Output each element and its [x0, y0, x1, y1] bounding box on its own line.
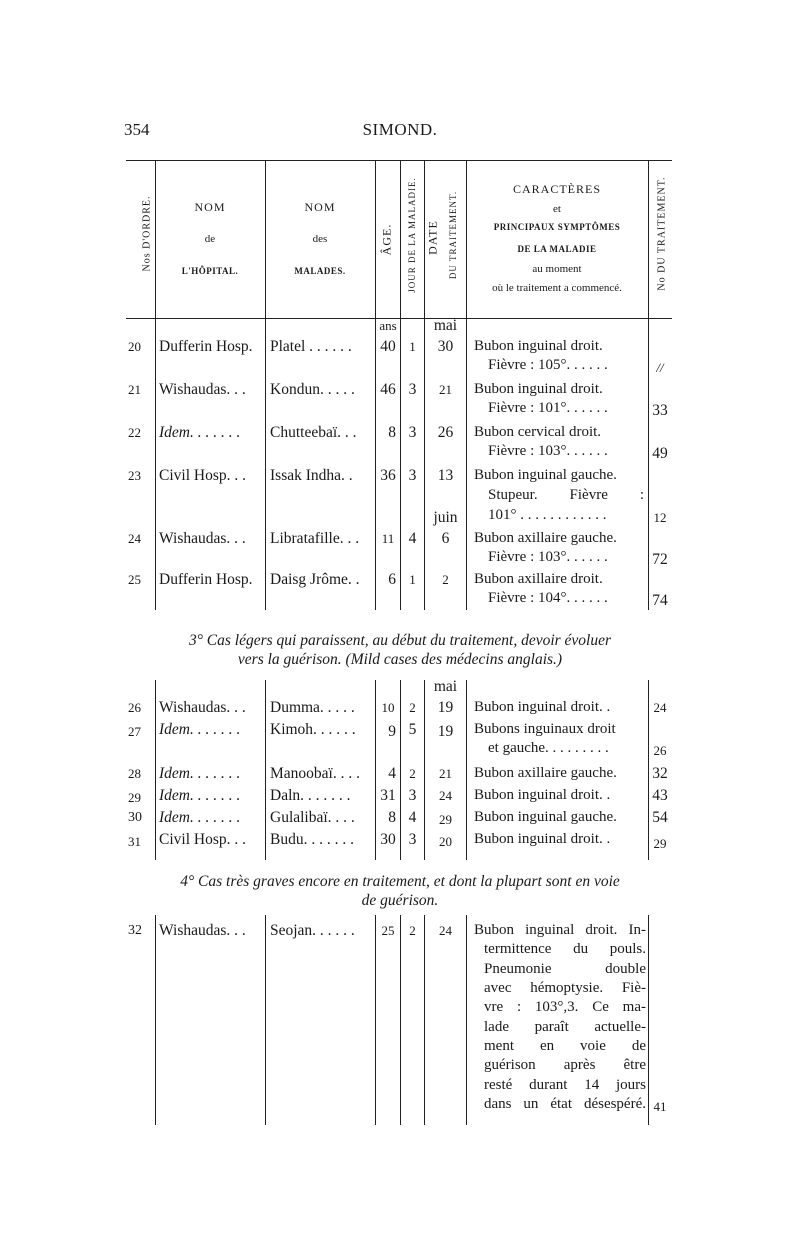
- row-malade: Libratafille. . .: [270, 530, 360, 547]
- row-hopital: Wishaudas. . .: [159, 530, 246, 547]
- header-age: ÂGE.: [379, 223, 394, 256]
- col-rule: [466, 915, 467, 1125]
- row-jour: 5: [408, 721, 417, 738]
- row-malade: Kimoh. . . . . .: [270, 721, 356, 738]
- row-jour: 4: [408, 530, 417, 547]
- section-caption-3-line1: 3° Cas légers qui paraissent, au début du traitement, devoir évoluer: [188, 632, 612, 649]
- col-rule: [155, 680, 156, 860]
- row-jour: 1: [409, 339, 416, 354]
- row-malade: Kondun. . . . .: [270, 381, 355, 398]
- row-desc-2: Fièvre : 103°. . . . . .: [488, 549, 608, 565]
- row-hopital: Idem. . . . . . .: [159, 721, 241, 738]
- row-no: 29: [128, 790, 141, 805]
- row-trait: 54: [652, 809, 668, 826]
- row-desc-1: Bubon cervical droit.: [474, 424, 602, 440]
- row-desc-1: Bubon inguinal droit. .: [474, 831, 611, 847]
- row-desc-3: Pneumonie double: [484, 961, 646, 977]
- row-hopital: Wishaudas. . .: [159, 922, 246, 939]
- header-malades-3: MALADES.: [294, 266, 346, 276]
- header-caracteres-2: et: [553, 203, 561, 215]
- row-hopital: Dufferin Hosp.: [159, 338, 253, 355]
- row-date: 29: [439, 812, 452, 827]
- row-desc-2: Stupeur. Fièvre :: [488, 487, 644, 503]
- row-jour: 2: [409, 766, 416, 781]
- row-hopital: Wishaudas. . .: [159, 699, 246, 716]
- row-date: 30: [437, 338, 454, 355]
- row-desc-2: Fièvre : 104°. . . . . .: [488, 590, 608, 606]
- row-jour: 3: [408, 381, 417, 398]
- row-no: 21: [128, 382, 141, 397]
- row-hopital: Idem. . . . . . .: [159, 424, 241, 441]
- row-malade: Platel . . . . . .: [270, 338, 352, 355]
- row-malade: Dumma. . . . .: [270, 699, 355, 716]
- row-desc-3: 101° . . . . . . . . . . . .: [488, 507, 607, 523]
- row-age: 36: [380, 467, 396, 484]
- row-date: 19: [437, 699, 454, 716]
- row-trait: 32: [652, 765, 668, 782]
- row-desc-5: vre : 103°,3. Ce ma-: [484, 999, 646, 1015]
- header-caracteres-3: PRINCIPAUX SYMPTÔMES: [493, 222, 621, 232]
- row-no: 23: [128, 468, 141, 483]
- row-desc-9: resté durant 14 jours: [484, 1077, 646, 1093]
- page-number: 354: [124, 120, 150, 139]
- row-jour: 3: [408, 831, 417, 848]
- row-jour: 4: [408, 809, 417, 826]
- row-age: 6: [388, 571, 396, 588]
- row-malade: Gulalibaï. . . .: [270, 809, 355, 826]
- row-age: 10: [381, 700, 395, 715]
- row-age: 40: [380, 338, 396, 355]
- header-caracteres-6: où le traitement a commencé.: [492, 282, 622, 294]
- row-jour: 2: [409, 923, 416, 938]
- row-desc-1: Bubon inguinal droit.: [474, 338, 603, 354]
- row-age: 9: [388, 723, 396, 740]
- col-rule: [155, 915, 156, 1125]
- row-no: 28: [128, 766, 141, 781]
- row-date: 24: [439, 923, 452, 938]
- row-trait: //: [656, 360, 664, 375]
- row-jour: 1: [409, 572, 416, 587]
- row-age: 30: [380, 831, 396, 848]
- row-desc-1: Bubon axillaire gauche.: [474, 765, 617, 781]
- row-desc-2: Fièvre : 105°. . . . . .: [488, 357, 608, 373]
- header-malades-1: NOM: [304, 200, 336, 214]
- row-trait: 29: [653, 836, 667, 851]
- row-desc-7: ment en voie de: [484, 1038, 646, 1054]
- col-rule: [400, 915, 401, 1125]
- row-date: 21: [439, 766, 452, 781]
- row-age: 25: [381, 923, 395, 938]
- header-hopital-2: de: [204, 233, 216, 245]
- row-jour: 3: [408, 467, 417, 484]
- header-ordre: Nos D'ORDRE.: [141, 195, 153, 272]
- row-desc-1: Bubon inguinal gauche.: [474, 809, 617, 825]
- col-rule: [265, 160, 266, 610]
- header-date-2: DU TRAITEMENT.: [448, 190, 458, 280]
- section-caption-4-line2: de guérison.: [361, 892, 439, 909]
- col-rule: [375, 915, 376, 1125]
- row-hopital: Dufferin Hosp.: [159, 571, 253, 588]
- table-top-rule: [126, 160, 672, 161]
- row-trait: 41: [653, 1099, 667, 1114]
- row-malade: Seojan. . . . . .: [270, 922, 355, 939]
- row-date: 24: [439, 788, 452, 803]
- row-desc-8: guérison après être: [484, 1057, 646, 1073]
- row-trait: 49: [652, 445, 668, 462]
- row-desc-2: Fièvre : 103°. . . . . .: [488, 443, 608, 459]
- row-hopital: Civil Hosp. . .: [159, 831, 246, 848]
- row-desc-2: termittence du pouls.: [484, 941, 646, 957]
- col-rule: [648, 160, 649, 610]
- header-malades-2: des: [312, 233, 328, 245]
- row-desc-1: Bubons inguinaux droit: [474, 721, 616, 737]
- row-malade: Manoobaï. . . .: [270, 765, 360, 782]
- row-desc-1: Bubon inguinal droit.: [474, 381, 603, 397]
- row-desc-1: Bubon inguinal droit. In-: [474, 922, 646, 938]
- row-jour: 3: [408, 424, 417, 441]
- row-hopital: Civil Hosp. . .: [159, 467, 246, 484]
- col-rule: [648, 915, 649, 1125]
- row-desc-1: Bubon inguinal droit. .: [474, 699, 611, 715]
- row-date: 26: [437, 424, 454, 441]
- header-date-1: DATE: [425, 220, 440, 255]
- row-desc-10: dans un état désespéré.: [484, 1096, 646, 1112]
- row-date: 2: [442, 572, 449, 587]
- row-desc-1: Bubon axillaire droit.: [474, 571, 603, 587]
- unit-mai: mai: [433, 317, 458, 334]
- row-trait: 72: [652, 551, 668, 568]
- row-age: 8: [388, 424, 396, 441]
- row-malade: Daln. . . . . . .: [270, 787, 351, 804]
- row-age: 8: [388, 809, 396, 826]
- row-date: 13: [437, 467, 454, 484]
- row-hopital: Idem. . . . . . .: [159, 787, 241, 804]
- section-caption-3-line2: vers la guérison. (Mild cases des médecins anglais.): [237, 651, 563, 668]
- row-age: 4: [388, 765, 396, 782]
- header-traitement: No DU TRAITEMENT.: [656, 176, 668, 291]
- row-trait: 43: [652, 787, 668, 804]
- row-trait: 74: [652, 592, 668, 609]
- row-age: 46: [380, 381, 396, 398]
- row-desc-1: Bubon axillaire gauche.: [474, 530, 617, 546]
- row-date: 21: [439, 382, 452, 397]
- col-rule: [424, 915, 425, 1125]
- row-no: 26: [128, 700, 141, 715]
- running-head: SIMOND.: [362, 120, 438, 139]
- unit-mai-2: mai: [433, 678, 458, 695]
- row-malade: Chutteebaï. . .: [270, 424, 357, 441]
- row-jour: 2: [409, 700, 416, 715]
- row-desc-1: Bubon inguinal gauche.: [474, 467, 617, 483]
- row-trait: 26: [653, 743, 667, 758]
- row-no: 30: [128, 810, 142, 825]
- row-no: 24: [128, 531, 141, 546]
- col-rule: [265, 680, 266, 860]
- row-no: 31: [128, 834, 141, 849]
- row-age: 11: [381, 531, 395, 546]
- row-trait: 12: [653, 510, 667, 525]
- row-no: 25: [128, 572, 141, 587]
- row-date: 6: [441, 530, 450, 547]
- row-date: 19: [437, 723, 454, 740]
- row-desc-1: Bubon inguinal droit. .: [474, 787, 611, 803]
- row-age: 31: [380, 787, 396, 804]
- row-trait: 24: [653, 700, 667, 715]
- header-hopital-3: L'HÔPITAL.: [181, 266, 239, 276]
- col-rule: [265, 915, 266, 1125]
- row-no: 20: [128, 339, 141, 354]
- row-malade: Issak Indha. .: [270, 467, 353, 484]
- unit-ans: ans: [379, 318, 397, 333]
- row-malade: Budu. . . . . . .: [270, 831, 354, 848]
- row-desc-2: Fièvre : 101°. . . . . .: [488, 400, 608, 416]
- section-caption-4-line1: 4° Cas très graves encore en traitement, et dont la plupart sont en voie: [180, 873, 620, 890]
- header-jour: JOUR DE LA MALADIE.: [407, 177, 417, 293]
- row-hopital: Idem. . . . . . .: [159, 765, 241, 782]
- header-caracteres-4: DE LA MALADIE: [517, 244, 597, 254]
- row-desc-4: avec hémoptysie. Fiè-: [484, 980, 646, 996]
- row-desc-2: et gauche. . . . . . . . .: [488, 740, 609, 756]
- row-jour: 3: [408, 787, 417, 804]
- row-trait: 33: [652, 402, 668, 419]
- unit-juin: juin: [433, 509, 458, 526]
- row-malade: Daisg Jrôme. .: [270, 571, 360, 588]
- row-no: 22: [128, 425, 141, 440]
- row-no: 32: [128, 923, 142, 938]
- header-caracteres-1: CARACTÈRES: [512, 182, 601, 196]
- row-no: 27: [128, 724, 141, 739]
- row-hopital: Wishaudas. . .: [159, 381, 246, 398]
- row-date: 20: [439, 834, 452, 849]
- col-rule: [155, 160, 156, 610]
- row-desc-6: lade paraît actuelle-: [484, 1019, 646, 1035]
- row-hopital: Idem. . . . . . .: [159, 809, 241, 826]
- col-rule: [466, 680, 467, 860]
- header-hopital-1: NOM: [194, 200, 226, 214]
- header-caracteres-5: au moment: [532, 263, 582, 275]
